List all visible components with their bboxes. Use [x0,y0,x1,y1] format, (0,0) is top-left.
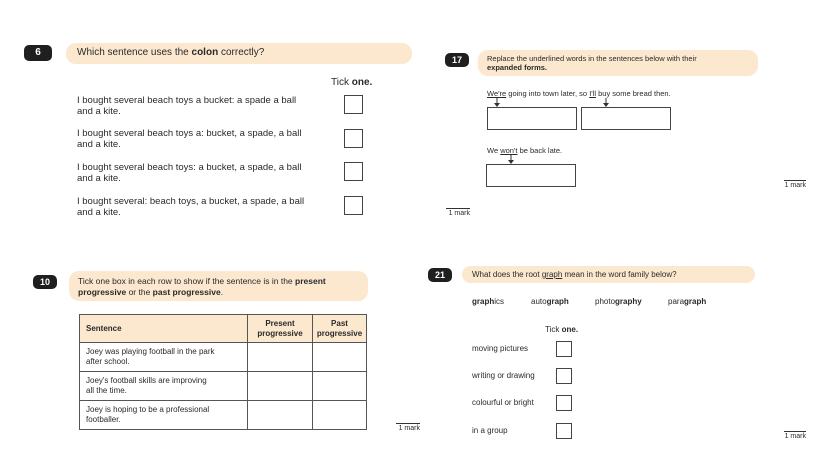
option-text: I bought several beach toys a: bucket, a spade, a ball [77,128,302,139]
question-prompt [487,54,697,72]
word-root: graph [472,297,495,306]
answer-option: colourful or bright [472,398,534,407]
mark-label: 1 mark [396,423,420,432]
question-prompt [78,276,326,298]
underlined-word: I'll [589,89,597,98]
prompt-text: Tick one box in each row to show if the sentence is in the [78,276,296,286]
option-text: and a kite. [77,106,121,117]
past-tick-cell[interactable] [313,343,367,372]
table-header-past [313,315,367,343]
tick-keyword: one. [561,325,579,334]
header-text: Present [265,318,295,328]
option-text: I bought several beach toys a bucket: a spade a ball [77,95,297,106]
word-root: graphy [615,297,642,306]
tick-box[interactable] [344,95,363,114]
prompt-text: Which sentence uses the [77,47,192,58]
tick-box[interactable] [556,368,572,384]
sentence-text: Joey's football skills are improving [86,376,207,385]
header-text: progressive [257,328,303,338]
question-number: 17 [445,53,469,67]
table-row [80,401,367,430]
option-text: and a kite. [77,139,121,150]
answer-option [77,128,301,150]
sentence-text: We [487,146,501,155]
sentence-text: footballer. [86,415,121,424]
answer-box[interactable] [487,107,577,130]
tick-box[interactable] [556,395,572,411]
word-part: auto [531,297,547,306]
present-tick-cell[interactable] [248,372,313,401]
underlined-word: graph [541,270,563,279]
word-family-item [668,297,706,306]
underlined-word: We're [487,89,507,98]
mark-label: 1 mark [446,208,470,217]
option-text: I bought several beach toys: a bucket, a spade, a ball [77,162,302,173]
prompt-text: mean in the word family below? [562,270,677,279]
option-text: and a kite. [77,207,121,218]
word-family-item [472,297,504,306]
table-header-sentence: Sentence [80,315,248,343]
question-number: 6 [24,45,52,61]
option-text: and a kite. [77,173,121,184]
tick-box[interactable] [344,162,363,181]
tick-box[interactable] [344,196,363,215]
sentence-text: be back late. [517,146,563,155]
contraction-sentence [487,146,562,155]
word-part: para [668,297,685,306]
sentence-cell [80,343,248,372]
mark-label: 1 mark [784,182,806,189]
tick-box[interactable] [556,423,572,439]
tick-box[interactable] [344,129,363,148]
past-tick-cell[interactable] [313,401,367,430]
word-root: graph [684,297,707,306]
prompt-text: . [220,287,224,297]
answer-option: moving pictures [472,344,529,353]
tick-box[interactable] [556,341,572,357]
tick-keyword: one. [351,77,373,88]
answer-option: in a group [472,426,508,435]
contraction-sentence [487,89,671,98]
table-header-present [248,315,313,343]
option-text: I bought several: beach toys, a bucket, a spade, a ball [77,196,305,207]
word-part: ics [494,297,505,306]
sentence-text: Joey was playing football in the park [86,347,215,356]
present-tick-cell[interactable] [248,401,313,430]
header-text: progressive [316,328,363,338]
prompt-keyword: colon [191,47,219,58]
answer-option [77,196,304,218]
tick-instruction [331,77,372,88]
prompt-keyword: present [295,276,326,286]
tick-instruction [545,325,578,334]
down-arrow-icon [507,155,515,164]
header-text: Past [331,318,348,328]
prompt-text: correctly? [218,47,265,58]
tick-text: Tick [331,77,352,88]
sentence-text: buy some bread then. [596,89,671,98]
past-tick-cell[interactable] [313,372,367,401]
question-prompt [472,270,677,279]
sentence-text: going into town later, so [506,89,590,98]
progressive-table [79,314,367,430]
prompt-text: Replace the underlined words in the sentences below with their [487,54,697,63]
answer-option [77,95,296,117]
prompt-text: What does the root [472,270,542,279]
down-arrow-icon [602,98,610,107]
sentence-text: Joey is hoping to be a professional [86,405,210,414]
word-family-item [595,297,642,306]
prompt-keyword: expanded forms. [487,63,548,72]
answer-box[interactable] [486,164,576,187]
word-part: photo [595,297,616,306]
sentence-cell [80,401,248,430]
prompt-keyword: past progressive [152,287,221,297]
down-arrow-icon [493,98,501,107]
underlined-word: won't [500,146,518,155]
sentence-text: after school. [86,357,130,366]
answer-option [77,162,301,184]
prompt-text: or the [126,287,153,297]
answer-option: writing or drawing [472,371,535,380]
word-root: graph [546,297,569,306]
tick-text: Tick [545,325,562,334]
question-number: 21 [428,268,452,282]
sentence-cell [80,372,248,401]
question-prompt [77,47,264,58]
prompt-keyword: progressive [78,287,127,297]
table-row [80,372,367,401]
sentence-text: all the time. [86,386,127,395]
question-number: 10 [33,275,57,289]
mark-label: 1 mark [784,433,806,440]
table-row [80,343,367,372]
word-family-item [531,297,569,306]
answer-box[interactable] [581,107,671,130]
present-tick-cell[interactable] [248,343,313,372]
